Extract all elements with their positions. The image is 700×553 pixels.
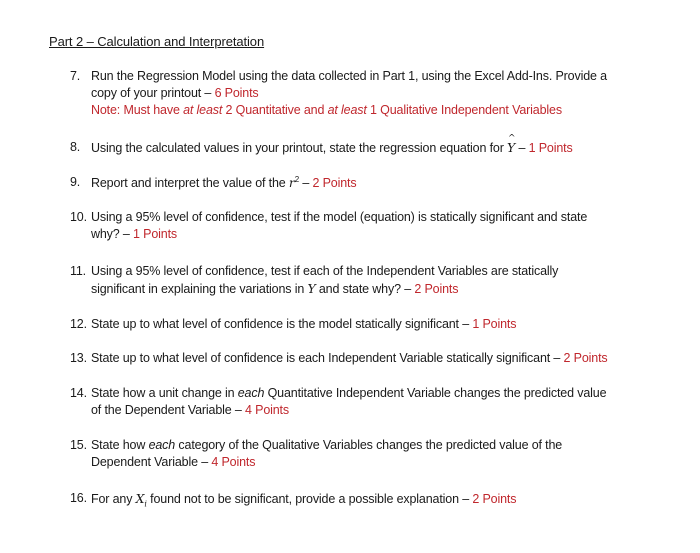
question-number: 12. (70, 317, 87, 331)
points-label: 4 Points (211, 455, 256, 469)
points-label: 2 Points (472, 492, 517, 506)
question-number: 14. (70, 386, 87, 400)
question-text: Using the calculated values in your printout, state the regression equation for ^ Y – 1 Points (91, 139, 670, 157)
question-text: Using a 95% level of confidence, test if each of the Independent Variables are statically (91, 264, 559, 278)
points-label: 2 Points (312, 176, 357, 190)
question-text-line2: Dependent Variable – 4 Points (91, 455, 256, 469)
y-hat-symbol: ^ Y (507, 139, 515, 156)
question-text-line2: significant in explaining the variations in Y and state why? – 2 Points (91, 281, 459, 296)
question-text-line2: of the Dependent Variable – 4 Points (91, 403, 289, 417)
question-text-line2: why? – 1 Points (91, 227, 177, 241)
requirement-note: Note: Must have at least 2 Quantitative and at least 1 Qualitative Independent Variables (91, 103, 562, 117)
question-number: 9. (70, 175, 81, 189)
question-number: 7. (70, 69, 81, 83)
question-11 (70, 263, 670, 298)
question-number: 11. (70, 264, 86, 278)
question-9 (70, 174, 670, 192)
question-number: 10. (70, 210, 87, 224)
question-10 (70, 209, 670, 243)
question-14 (70, 385, 670, 419)
r-symbol: r (288, 175, 295, 190)
question-text: State up to what level of confidence is the model statically significant – 1 Points (91, 317, 517, 331)
question-number: 16. (70, 491, 87, 505)
question-number: 15. (70, 438, 87, 452)
question-7 (70, 68, 670, 119)
question-13 (70, 350, 670, 367)
points-label: 4 Points (245, 403, 289, 417)
question-8 (70, 139, 670, 157)
x-symbol: X (135, 491, 145, 506)
question-text: Report and interpret the value of the $r^2 - 2$ Points (91, 174, 357, 190)
points-label: 6 Points (214, 86, 259, 100)
points-label: 1 Points (528, 141, 573, 155)
question-text-line2: copy of your printout – 6 Points (91, 86, 259, 100)
question-12 (70, 316, 670, 333)
page-heading: Part 2 – Calculation and Interpretation (49, 34, 265, 49)
question-text: State how a unit change in each Quantitative Independent Variable changes the predicted value (91, 386, 607, 400)
question-text: State how each category of the Qualitative Variables changes the predicted value of the (91, 438, 563, 452)
points-label: 1 Points (133, 227, 177, 241)
y-symbol: Y (307, 281, 316, 296)
question-number: 13. (70, 351, 87, 365)
question-number: 8. (70, 140, 81, 154)
question-text: Using a 95% level of confidence, test if the model (equation) is statically significant and state (91, 210, 588, 224)
question-15 (70, 437, 670, 471)
question-16 (70, 490, 670, 508)
question-text: State up to what level of confidence is each Independent Variable statically significant – 2 Points (91, 351, 608, 365)
points-label: 2 Points (563, 351, 608, 365)
question-text: Run the Regression Model using the data collected in Part 1, using the Excel Add-Ins. Provide a (91, 69, 607, 83)
question-text: For any $X_i$ found not to be significant, provide a possible explanation – 2 Points (91, 491, 517, 509)
points-label: 1 Points (472, 317, 517, 331)
points-label: 2 Points (414, 282, 459, 296)
